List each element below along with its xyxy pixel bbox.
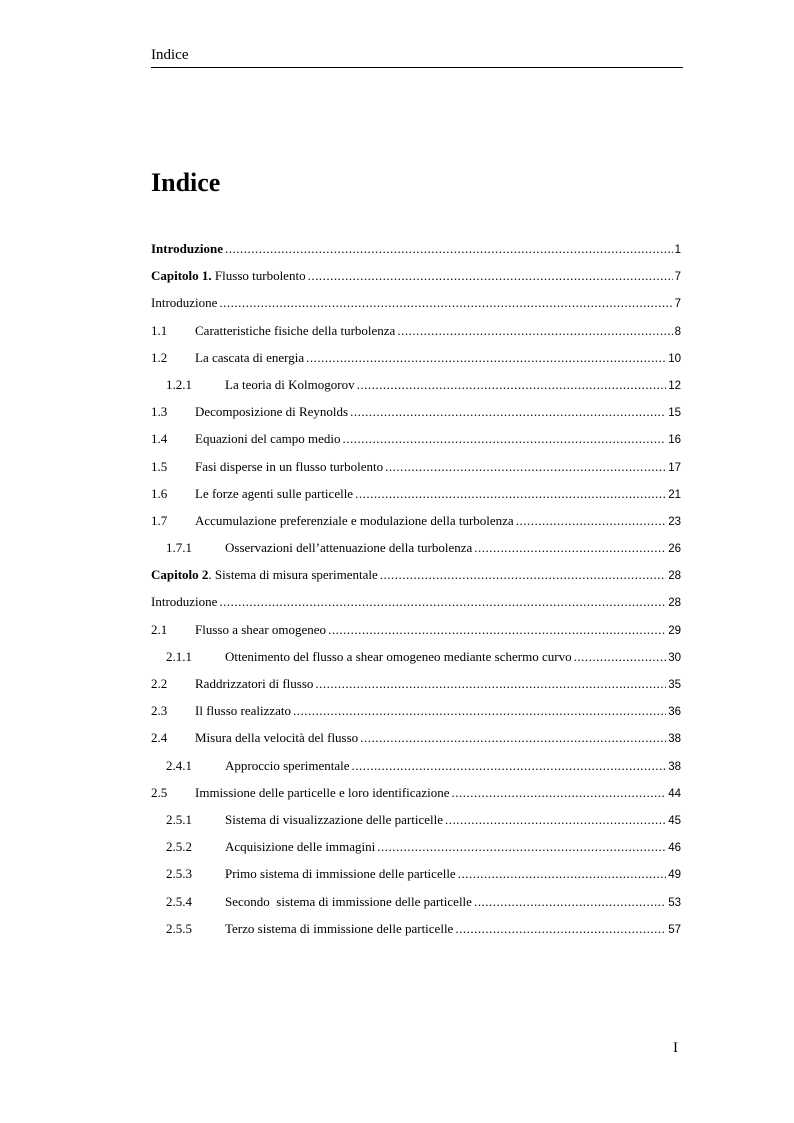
toc-entry-title xyxy=(195,431,340,447)
toc-entry[interactable] xyxy=(151,758,681,785)
toc-entry-title-text: Osservazioni dell’attenuazione della turbolenza xyxy=(225,540,473,556)
toc-entry-title xyxy=(151,594,217,610)
toc-entry[interactable] xyxy=(151,866,681,893)
toc-entry-title-text: Terzo sistema di immissione delle particelle xyxy=(225,920,454,936)
toc-entry-title-text: Sistema di visualizzazione delle particelle xyxy=(225,811,444,827)
toc-entry[interactable] xyxy=(151,567,681,594)
toc-dot-leader xyxy=(308,268,673,284)
toc-entry-title-text: Accumulazione preferenziale e modulazione della turbolenza xyxy=(195,512,514,528)
table-of-contents xyxy=(151,241,681,948)
toc-entry-page: 38 xyxy=(668,733,681,746)
toc-entry[interactable] xyxy=(151,649,681,676)
toc-entry[interactable] xyxy=(151,404,681,431)
toc-entry-page: 7 xyxy=(674,271,681,284)
toc-entry[interactable] xyxy=(151,513,681,540)
toc-entry[interactable] xyxy=(151,459,681,486)
toc-dot-leader xyxy=(516,513,667,529)
toc-entry-title xyxy=(151,241,223,257)
toc-entry-number: 1.7.1 xyxy=(166,540,192,556)
toc-dot-leader xyxy=(360,730,666,746)
toc-entry-title xyxy=(195,404,348,420)
toc-entry-title xyxy=(195,350,304,366)
toc-dot-leader xyxy=(328,622,666,638)
toc-entry-title xyxy=(225,377,355,393)
toc-entry-page: 8 xyxy=(674,325,681,338)
toc-dot-leader xyxy=(574,649,667,665)
toc-entry-number: 2.4 xyxy=(151,730,168,746)
toc-entry-title-text: Immissione delle particelle e loro identificazione xyxy=(195,784,450,800)
toc-entry-title-text: Misura della velocità del flusso xyxy=(195,730,359,746)
toc-dot-leader xyxy=(219,295,672,311)
toc-entry-page: 38 xyxy=(668,760,681,773)
toc-entry-title-text: Caratteristiche fisiche della turbolenza xyxy=(195,322,396,338)
toc-entry-title xyxy=(195,785,449,801)
toc-entry-number: 2.5.4 xyxy=(166,893,192,909)
toc-entry-title-text: La teoria di Kolmogorov xyxy=(225,376,355,392)
toc-dot-leader xyxy=(225,241,673,257)
toc-entry-number: 2.3 xyxy=(151,703,168,719)
toc-entry[interactable] xyxy=(151,350,681,377)
toc-entry-page: 57 xyxy=(668,923,681,936)
toc-entry-title-text: Equazioni del campo medio xyxy=(195,431,341,447)
toc-entry-number: 1.7 xyxy=(151,512,168,528)
toc-entry[interactable] xyxy=(151,812,681,839)
toc-dot-leader xyxy=(219,594,666,610)
toc-entry-title-text: Acquisizione delle immagini xyxy=(225,839,376,855)
toc-entry-number: 1.2 xyxy=(151,349,168,365)
header-rule xyxy=(151,67,683,68)
toc-entry-page: 16 xyxy=(668,434,681,447)
toc-entry-number: 2.5.1 xyxy=(166,811,192,827)
toc-dot-leader xyxy=(380,567,666,583)
toc-entry-page: 17 xyxy=(668,461,681,474)
toc-entry-title-text: . Sistema di misura sperimentale xyxy=(208,567,378,583)
toc-dot-leader xyxy=(315,676,666,692)
toc-dot-leader xyxy=(397,323,672,339)
toc-entry-page: 46 xyxy=(668,842,681,855)
toc-dot-leader xyxy=(306,350,666,366)
toc-entry-number: 2.5 xyxy=(151,784,168,800)
toc-entry-page: 21 xyxy=(668,488,681,501)
toc-entry[interactable] xyxy=(151,785,681,812)
toc-entry[interactable] xyxy=(151,431,681,458)
toc-entry-page: 10 xyxy=(668,352,681,365)
toc-entry-title xyxy=(195,676,313,692)
toc-entry-title xyxy=(195,486,353,502)
toc-entry-bold-label: Capitolo 1. xyxy=(151,268,212,284)
toc-entry[interactable] xyxy=(151,676,681,703)
toc-entry-title xyxy=(225,866,456,882)
toc-entry-title-text: Fasi disperse in un flusso turbolento xyxy=(195,458,384,474)
toc-entry-number: 2.1 xyxy=(151,621,168,637)
toc-entry-number: 2.5.5 xyxy=(166,920,192,936)
toc-entry-number: 2.5.2 xyxy=(166,839,192,855)
toc-entry-page: 23 xyxy=(668,515,681,528)
toc-entry-page: 15 xyxy=(668,407,681,420)
toc-entry-number: 2.4.1 xyxy=(166,757,192,773)
toc-entry-title xyxy=(195,730,358,746)
toc-entry-title-text: Il flusso realizzato xyxy=(195,703,292,719)
toc-dot-leader xyxy=(342,431,666,447)
toc-entry[interactable] xyxy=(151,730,681,757)
toc-entry-page: 12 xyxy=(668,379,681,392)
toc-entry-title xyxy=(225,758,350,774)
toc-entry-page: 30 xyxy=(668,651,681,664)
toc-dot-leader xyxy=(385,459,666,475)
toc-entry-title-text: Introduzione xyxy=(151,295,218,311)
toc-entry-title-text: Ottenimento del flusso a shear omogeneo mediante schermo curvo xyxy=(225,648,572,664)
toc-entry-title-text: La cascata di energia xyxy=(195,349,305,365)
toc-entry-number: 2.5.3 xyxy=(166,866,192,882)
toc-entry[interactable] xyxy=(151,703,681,730)
toc-entry-title xyxy=(225,894,472,910)
toc-entry[interactable] xyxy=(151,594,681,621)
toc-dot-leader xyxy=(451,785,666,801)
toc-entry-title xyxy=(225,921,453,937)
toc-entry-number: 1.4 xyxy=(151,431,168,447)
toc-entry-number: 1.6 xyxy=(151,485,168,501)
toc-entry-number: 2.2 xyxy=(151,676,168,691)
page-title: Indice xyxy=(151,168,221,197)
toc-entry-page: 45 xyxy=(668,814,681,827)
toc-entry-title xyxy=(195,323,395,339)
toc-entry-title xyxy=(195,513,514,529)
toc-dot-leader xyxy=(455,921,666,937)
toc-entry-title-text: Primo sistema di immissione delle particelle xyxy=(225,866,456,882)
toc-entry[interactable] xyxy=(151,540,681,567)
toc-entry-number: 1.1 xyxy=(151,322,168,338)
toc-entry-title xyxy=(151,567,378,583)
toc-entry-title xyxy=(151,295,217,311)
toc-entry-page: 36 xyxy=(668,706,681,719)
toc-entry-page: 1 xyxy=(674,244,681,256)
toc-dot-leader xyxy=(474,540,666,556)
toc-entry-number: 1.3 xyxy=(151,404,168,420)
toc-entry-title-text: Decomposizione di Reynolds xyxy=(195,404,349,420)
toc-entry-number: 2.1.1 xyxy=(166,648,192,664)
toc-entry-title-text: Approccio sperimentale xyxy=(225,757,350,773)
page-number: I xyxy=(673,1040,678,1056)
toc-entry[interactable] xyxy=(151,323,681,350)
toc-entry-title xyxy=(225,812,443,828)
toc-entry[interactable] xyxy=(151,486,681,513)
toc-dot-leader xyxy=(357,377,667,393)
toc-entry-page: 28 xyxy=(668,597,681,610)
toc-entry-number: 1.5 xyxy=(151,458,168,474)
toc-entry-title-text: Le forze agenti sulle particelle xyxy=(195,485,354,501)
toc-entry-title xyxy=(195,459,383,475)
toc-entry-title xyxy=(151,268,306,284)
toc-entry[interactable] xyxy=(151,894,681,921)
toc-entry-title xyxy=(195,622,326,638)
toc-dot-leader xyxy=(293,703,666,719)
toc-entry-bold-label: Introduzione xyxy=(151,241,223,256)
toc-entry-title xyxy=(195,703,291,719)
toc-entry[interactable] xyxy=(151,839,681,866)
toc-entry-page: 28 xyxy=(668,570,681,583)
toc-entry-title-text: Introduzione xyxy=(151,594,218,610)
toc-entry[interactable] xyxy=(151,622,681,649)
toc-entry-page: 35 xyxy=(668,679,681,691)
toc-entry[interactable] xyxy=(151,241,681,268)
running-header: Indice xyxy=(151,47,189,63)
toc-entry-page: 7 xyxy=(674,298,681,311)
toc-entry-bold-label: Capitolo 2 xyxy=(151,567,209,583)
toc-entry-title-text: Raddrizzatori di flusso xyxy=(195,676,314,691)
toc-entry-page: 29 xyxy=(668,624,681,637)
toc-entry-title xyxy=(225,540,472,556)
toc-entry-page: 26 xyxy=(668,543,681,556)
toc-dot-leader xyxy=(445,812,666,828)
toc-dot-leader xyxy=(355,486,666,502)
toc-entry-page: 53 xyxy=(668,896,681,909)
toc-entry-title-text: Flusso a shear omogeneo xyxy=(195,621,327,637)
toc-entry-title xyxy=(225,839,375,855)
toc-entry-title-text: Flusso turbolento xyxy=(211,268,306,284)
toc-dot-leader xyxy=(474,894,666,910)
toc-entry-number: 1.2.1 xyxy=(166,376,192,392)
toc-entry-page: 49 xyxy=(668,869,681,882)
toc-entry-title-text: Secondo sistema di immissione delle particelle xyxy=(225,893,472,909)
toc-dot-leader xyxy=(350,404,666,420)
toc-entry[interactable] xyxy=(151,295,681,322)
toc-dot-leader xyxy=(458,866,666,882)
toc-entry[interactable] xyxy=(151,377,681,404)
toc-dot-leader xyxy=(377,839,666,855)
toc-entry-title xyxy=(225,649,572,665)
toc-entry-page: 44 xyxy=(668,787,681,800)
toc-entry[interactable] xyxy=(151,921,681,948)
toc-dot-leader xyxy=(352,758,667,774)
toc-entry[interactable] xyxy=(151,268,681,295)
